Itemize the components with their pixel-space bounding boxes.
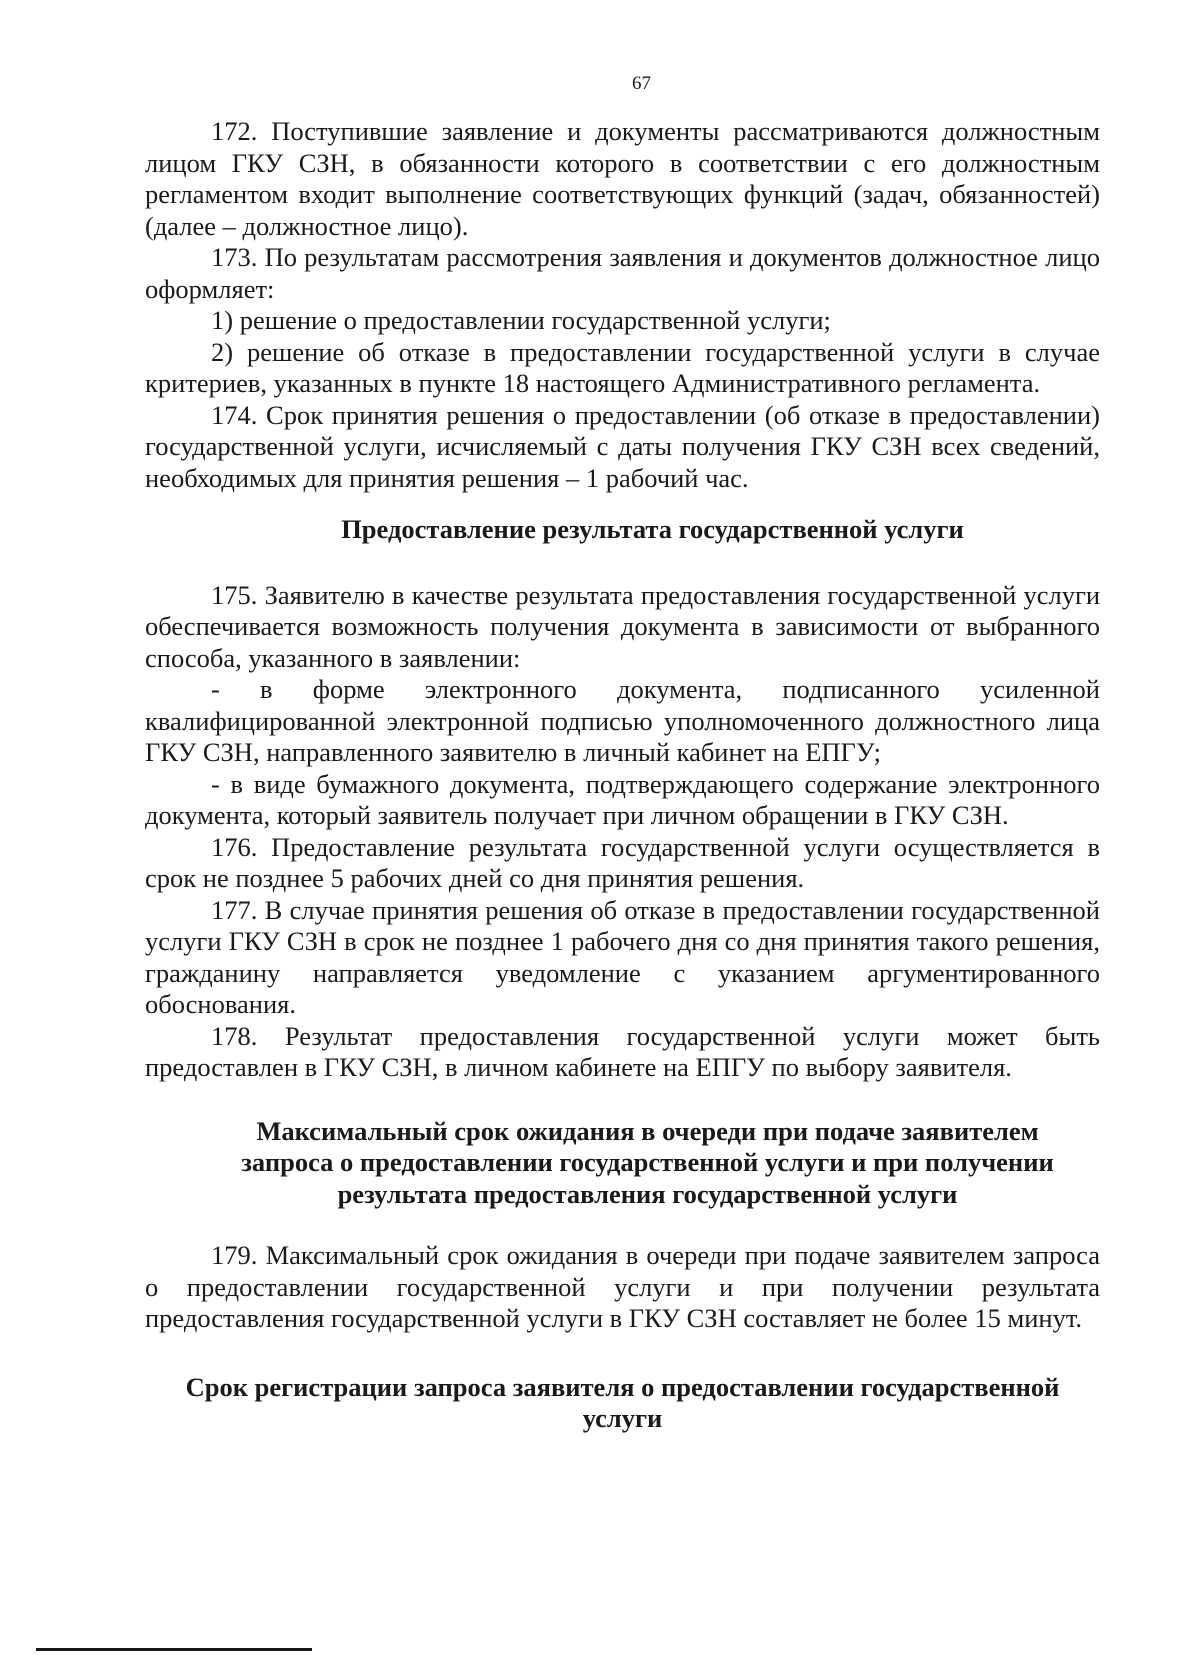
dash-item-electronic: - в форме электронного документа, подписанного усиленной квалифицированной электронной подписью уполномоченного должностного лица ГКУ СЗН, направленного заявителю в личный кабинет на ЕПГУ; (145, 674, 1100, 767)
list-item-1: 1) решение о предоставлении государственной услуги; (211, 305, 831, 335)
paragraph-177: 177. В случае принятия решения об отказе в предоставлении государственной услуги ГКУ СЗН в срок не позднее 1 рабочего дня со дня принятия такого решения, гражданину направляется уведомление с указанием аргументированного обоснования. (145, 894, 1100, 1019)
dash-item-paper: - в виде бумажного документа, подтверждающего содержание электронного документа, который заявитель получает при личном обращении в ГКУ СЗН. (145, 768, 1100, 830)
paragraph-179: 179. Максимальный срок ожидания в очереди при подаче заявителем запроса о предоставлении государственной услуги и при получении результата предоставления государственной услуги в ГКУ СЗН составляет не более 15 минут. (145, 1240, 1100, 1333)
paragraph-176: 176. Предоставление результата государственной услуги осуществляется в срок не позднее 5 рабочих дней со дня принятия решения. (145, 831, 1100, 893)
page-number: 67 (632, 73, 651, 94)
document-page (145, 72, 1100, 1435)
list-item-2: 2) решение об отказе в предоставлении государственной услуги в случае критериев, указанных в пункте 18 настоящего Административного регламента. (145, 336, 1100, 398)
paragraph-172: 172. Поступившие заявление и документы рассматриваются должностным лицом ГКУ СЗН, в обязанности которого в соответствии с его должностным регламентом входит выполнение соответствующих функций (задач, обязанностей) (далее – должностное лицо). (145, 116, 1100, 241)
section-heading-registration (145, 1372, 1100, 1435)
heading-line: Максимальный срок ожидания в очереди при подаче заявителем (256, 1115, 1039, 1146)
section-heading-result: Предоставление результата государственной услуги (341, 514, 964, 544)
paragraph-174: 174. Срок принятия решения о предоставлении (об отказе в предоставлении) государственной услуги, исчисляемый с даты получения ГКУ СЗН всех сведений, необходимых для принятия решения – 1 рабочий час. (145, 399, 1100, 493)
paragraph-175: 175. Заявителю в качестве результата предоставления государственной услуги обеспечивается возможность получения документа в зависимости от выбранного способа, указанного в заявлении: (145, 579, 1100, 673)
heading-line: результата предоставления государственной услуги (337, 1178, 958, 1209)
heading-line: услуги (582, 1403, 663, 1433)
paragraph-178: 178. Результат предоставления государственной услуги может быть предоставлен в ГКУ СЗН, в личном кабинете на ЕПГУ по выбору заявителя. (145, 1020, 1100, 1082)
footnote-separator-line (36, 1648, 312, 1651)
paragraph-173: 173. По результатам рассмотрения заявления и документов должностное лицо оформляет: (145, 242, 1100, 304)
section-heading-queue (145, 1116, 1100, 1211)
heading-line: запроса о предоставлении государственной услуги и при получении (241, 1147, 1054, 1177)
heading-line: Срок регистрации запроса заявителя о предоставлении государственной (185, 1371, 1060, 1402)
